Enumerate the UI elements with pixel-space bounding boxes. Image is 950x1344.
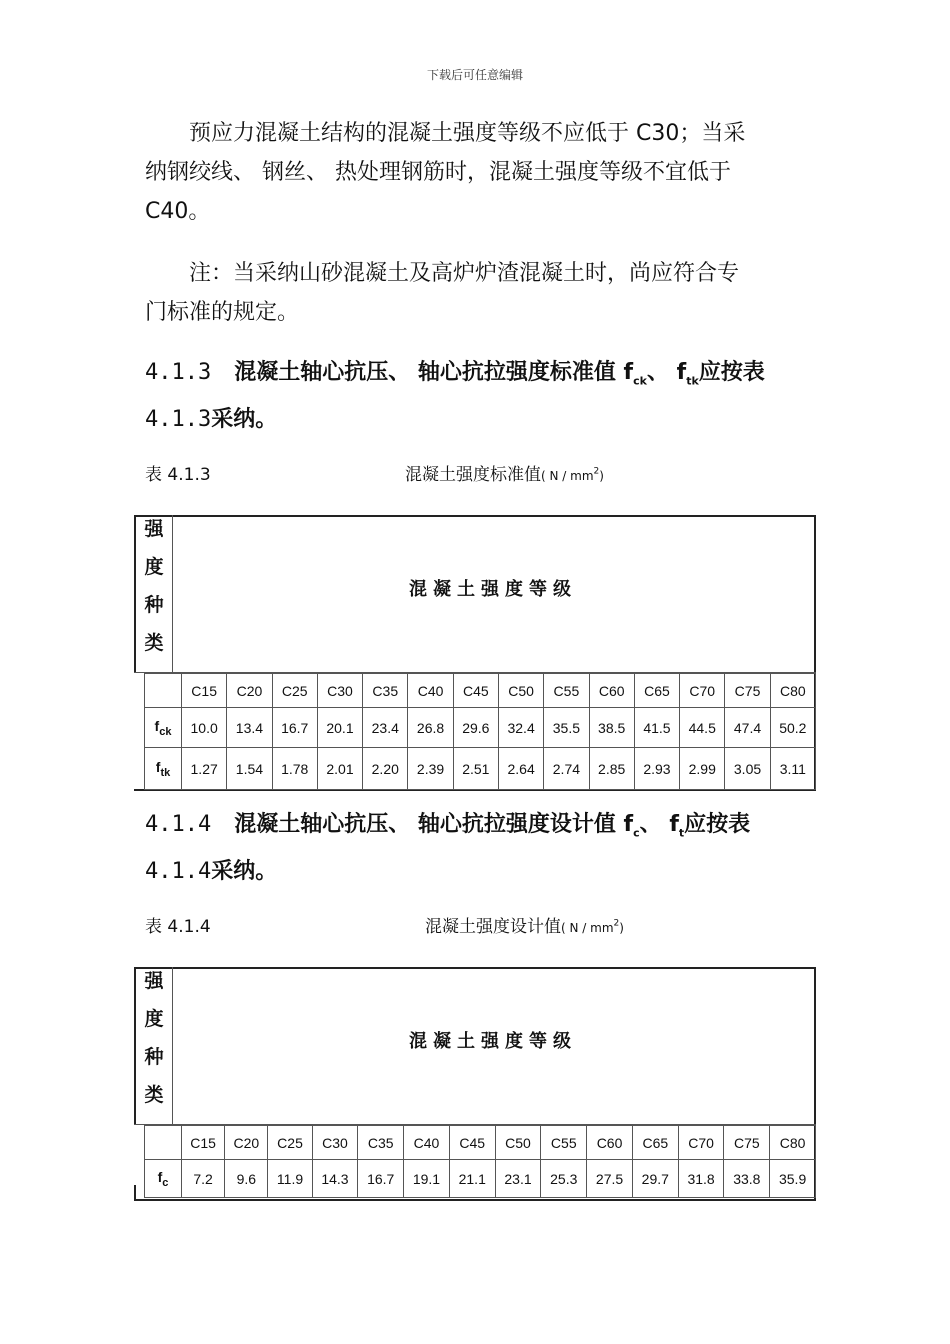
corner-cell <box>145 674 182 708</box>
value-cell: 2.99 <box>680 748 725 790</box>
section-text: 应按表 <box>684 812 751 837</box>
value-cell: 21.1 <box>449 1160 495 1198</box>
value-cell: 2.64 <box>498 748 543 790</box>
grade-header-cell: C35 <box>363 674 408 708</box>
value-cell: 35.5 <box>544 708 589 748</box>
value-cell: 27.5 <box>587 1160 633 1198</box>
grade-header-cell: C25 <box>272 674 317 708</box>
value-cell: 23.1 <box>495 1160 541 1198</box>
value-cell: 2.85 <box>589 748 634 790</box>
paragraph-prestressed <box>145 114 805 231</box>
value-cell: 44.5 <box>680 708 725 748</box>
grade-header-cell: C75 <box>724 1126 770 1160</box>
paragraph-line: 注：当采纳山砂混凝土及高炉炉渣混凝土时，尚应符合专 <box>189 261 740 286</box>
value-cell: 10.0 <box>182 708 227 748</box>
row-header-char: 种 <box>144 594 164 616</box>
row-header-char: 强 <box>144 970 164 992</box>
value-cell: 16.7 <box>358 1160 404 1198</box>
value-cell: 41.5 <box>634 708 679 748</box>
row-label-cell <box>145 708 182 748</box>
value-cell: 13.4 <box>227 708 272 748</box>
row-label: f <box>155 758 161 775</box>
table-title: 混凝土强度设计值 <box>425 917 561 937</box>
value-cell: 2.74 <box>544 748 589 790</box>
subscript: tk <box>686 374 699 388</box>
section-text: 混凝土轴心抗压、 轴心抗拉强度标准值 f <box>234 360 634 385</box>
paragraph-note <box>145 254 805 332</box>
value-cell: 3.05 <box>725 748 770 790</box>
table-caption <box>405 460 604 485</box>
row-header-char: 度 <box>144 1008 164 1030</box>
value-cell: 7.2 <box>182 1160 225 1198</box>
row-label-subscript: tk <box>160 766 171 779</box>
row-label-cell <box>145 748 182 790</box>
value-cell: 23.4 <box>363 708 408 748</box>
section-text: 、 f <box>646 360 687 385</box>
grade-header-cell: C75 <box>725 674 770 708</box>
superscript: 2 <box>613 918 620 929</box>
value-cell: 32.4 <box>498 708 543 748</box>
subscript: c <box>633 826 640 840</box>
corner-cell <box>145 1126 182 1160</box>
row-label: f <box>154 717 160 734</box>
grade-header-cell: C70 <box>678 1126 724 1160</box>
grade-title: 混凝土强度等级 <box>409 1031 577 1052</box>
grade-header-cell: C25 <box>268 1126 312 1160</box>
grade-header-cell: C50 <box>498 674 543 708</box>
value-cell: 2.20 <box>363 748 408 790</box>
paragraph-line: 纳钢绞线、 钢丝、 热处理钢筋时，混凝土强度等级不宜低于 <box>145 160 731 185</box>
grade-header-cell: C60 <box>589 674 634 708</box>
table-title: 混凝土强度标准值 <box>405 465 541 485</box>
superscript: 2 <box>593 466 600 477</box>
grade-title: 混凝土强度等级 <box>409 579 577 600</box>
table-row <box>145 708 816 748</box>
value-cell: 33.8 <box>724 1160 770 1198</box>
value-cell: 19.1 <box>404 1160 450 1198</box>
grade-header-cell: C40 <box>404 1126 450 1160</box>
paragraph-line: 门标准的规定。 <box>145 300 300 325</box>
row-header-vertical <box>141 962 167 1114</box>
table-unit: ( N / mm <box>541 469 594 483</box>
value-cell: 1.78 <box>272 748 317 790</box>
value-cell: 1.54 <box>227 748 272 790</box>
section-number: 4.1.4 <box>145 812 212 837</box>
grade-value-table <box>144 1125 816 1198</box>
grade-header-cell: C15 <box>182 674 227 708</box>
grade-header-cell: C55 <box>541 1126 587 1160</box>
grade-header-cell: C15 <box>182 1126 225 1160</box>
section-text: 采纳。 <box>211 407 278 433</box>
table-number: 表 4.1.4 <box>145 917 211 937</box>
table-reference: 4.1.4 <box>145 859 212 885</box>
row-label-cell <box>145 1160 182 1198</box>
table-left-rule <box>134 1185 136 1199</box>
row-label: f <box>157 1168 163 1185</box>
value-cell: 2.51 <box>453 748 498 790</box>
grade-header-cell: C20 <box>227 674 272 708</box>
section-text: 混凝土轴心抗压、 轴心抗拉强度设计值 f <box>234 812 634 837</box>
value-cell: 26.8 <box>408 708 453 748</box>
table-number: 表 4.1.3 <box>145 465 211 485</box>
subscript: t <box>678 826 685 840</box>
grade-header-cell: C20 <box>225 1126 268 1160</box>
value-cell: 2.39 <box>408 748 453 790</box>
value-cell: 47.4 <box>725 708 770 748</box>
table-unit-close: ) <box>599 469 604 483</box>
paragraph-line: 预应力混凝土结构的混凝土强度等级不应低于 C30；当采 <box>189 121 746 146</box>
value-cell: 16.7 <box>272 708 317 748</box>
row-header-char: 强 <box>144 518 164 540</box>
value-cell: 29.7 <box>632 1160 678 1198</box>
value-cell: 35.9 <box>770 1160 816 1198</box>
grade-header-cell: C30 <box>317 674 362 708</box>
row-header-char: 种 <box>144 1046 164 1068</box>
grade-header-cell: C50 <box>495 1126 541 1160</box>
value-cell: 31.8 <box>678 1160 724 1198</box>
grade-header-cell: C60 <box>587 1126 633 1160</box>
section-text: 、 f <box>639 812 679 837</box>
section-text: 采纳。 <box>211 859 278 885</box>
value-cell: 2.93 <box>634 748 679 790</box>
grade-header-cell: C80 <box>770 674 815 708</box>
section-text: 应按表 <box>698 360 765 385</box>
grade-value-table <box>144 673 816 790</box>
grade-header-cell: C30 <box>312 1126 358 1160</box>
grade-header-cell: C45 <box>453 674 498 708</box>
grade-header-cell: C65 <box>634 674 679 708</box>
grade-header-cell: C65 <box>632 1126 678 1160</box>
grade-header-cell: C35 <box>358 1126 404 1160</box>
row-header-char: 度 <box>144 556 164 578</box>
header-note: 下载后可任意编辑 <box>426 68 523 82</box>
grade-header-cell: C80 <box>770 1126 816 1160</box>
table-row <box>145 1160 816 1198</box>
table-left-rule <box>134 967 136 1125</box>
value-cell: 14.3 <box>312 1160 358 1198</box>
row-header-char: 类 <box>144 632 164 654</box>
grade-header-cell: C45 <box>449 1126 495 1160</box>
row-label-subscript: c <box>162 1176 169 1189</box>
section-heading-414 <box>145 805 805 891</box>
table-reference: 4.1.3 <box>145 407 212 433</box>
value-cell: 29.6 <box>453 708 498 748</box>
section-heading-413 <box>145 353 805 439</box>
value-cell: 2.01 <box>317 748 362 790</box>
table-left-rule <box>134 515 136 673</box>
section-number: 4.1.3 <box>145 360 212 385</box>
value-cell: 9.6 <box>225 1160 268 1198</box>
row-header-vertical <box>141 510 167 662</box>
table-unit-close: ) <box>619 921 624 935</box>
value-cell: 25.3 <box>541 1160 587 1198</box>
paragraph-line: C40。 <box>145 199 211 224</box>
value-cell: 20.1 <box>317 708 362 748</box>
value-cell: 3.11 <box>770 748 815 790</box>
grade-header-cell: C55 <box>544 674 589 708</box>
row-label-subscript: ck <box>159 725 172 738</box>
value-cell: 38.5 <box>589 708 634 748</box>
row-header-char: 类 <box>144 1084 164 1106</box>
grade-header-cell: C40 <box>408 674 453 708</box>
value-cell: 50.2 <box>770 708 815 748</box>
table-row <box>145 748 816 790</box>
value-cell: 1.27 <box>182 748 227 790</box>
value-cell: 11.9 <box>268 1160 312 1198</box>
subscript: ck <box>633 374 647 388</box>
table-caption <box>425 912 624 937</box>
grade-header-cell: C70 <box>680 674 725 708</box>
table-unit: ( N / mm <box>561 921 614 935</box>
